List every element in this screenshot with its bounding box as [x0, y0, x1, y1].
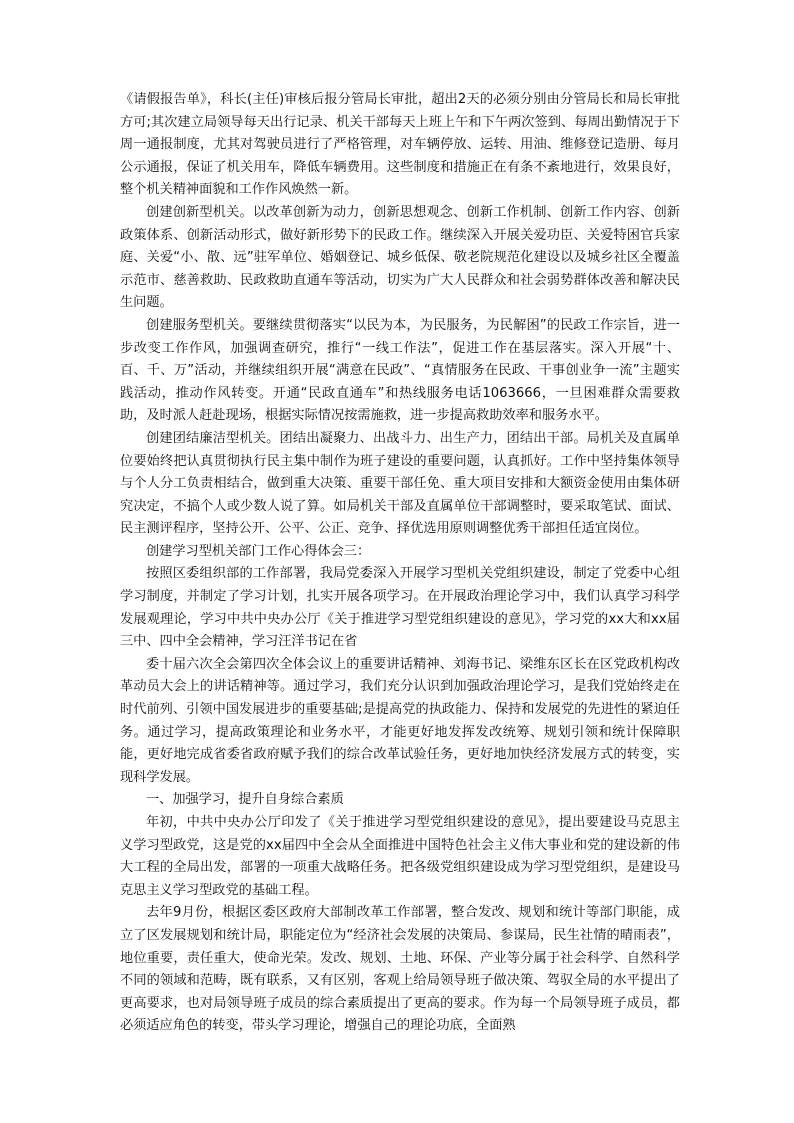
section-heading-experience-three: 创建学习型机关部门工作心得体会三： [146, 543, 371, 559]
section-heading-strengthen-learning: 一、加强学习，提升自身综合素质 [146, 792, 344, 808]
paragraph-service-organ: 创建服务型机关。要继续贯彻落实“以民为本，为民服务，为民解困”的民政工作宗旨，进一步改变工作作风，加强调查研究，推行“一线工作法”，促进工作在基层落实。深入开展“十、百、千、万”活动，并继续组织开展“满意在民政”、“真情服务在民政、干事创业争一流”主题实践活动，推动作风转变。开通“民政直通车”和热线服务电话1063666，一旦困难群众需要救助，及时派人赶赴现场，根据实际情况按需施救，进一步提高救助效率和服务水平。 [120, 317, 680, 424]
paragraph-1: 《请假报告单》，科长(主任)审核后报分管局长审批，超出2天的必须分别由分管局长和局长审批方可;其次建立局领导每天出行记录、机关干部每天上班上午和下午两次签到、每周出勤情况于下周一通报制度，尤其对驾驶员进行了严格管理，对车辆停放、运转、用油、维修登记造册、每月公示通报，保证了机关用车，降低车辆费用。这些制度和措施正在有条不紊地进行，效果良好，整个机关精神面貌和工作作风焕然一新。 [120, 92, 680, 198]
paragraph-reform-bureau: 去年9月份，根据区委区政府大部制改革工作部署，整合发改、规划和统计等部门职能，成立了区发展规划和统计局，职能定位为“经济社会发展的决策局、参谋局，民生社情的晴雨表”，地位重要，责任重大，使命光荣。发改、规划、土地、环保、产业等分属于社会科学、自然科学不同的领域和范畴，既有联系，又有区别，客观上给局领导班子做决策、驾驭全局的水平提出了更高要求，也对局领导班子成员的综合素质提出了更高的要求。作为每一个局领导班子成员，都必须适应角色的转变，带头学习理论，增强自己的理论功底，全面熟 [120, 905, 680, 1034]
paragraph-study-deployment: 按照区委组织部的工作部署，我局党委深入开展学习型机关党组织建设，制定了党委中心组学习制度，并制定了学习计划，扎实开展各项学习。在开展政治理论学习中，我们认真学习科学发展观理论，学习中共中央办公厅《关于推进学习型党组织建设的意见》，学习党的xx大和xx届三中、四中全会精神，学习汪洋书记在省 [120, 566, 680, 650]
paragraph-clean-organ: 创建团结廉洁型机关。团结出凝聚力、出战斗力、出生产力，团结出干部。局机关及直属单位要始终把认真贯彻执行民主集中制作为班子建设的重要问题，认真抓好。工作中坚持集体领导与个人分工负责相结合，做到重大决策、重要干部任免、重大项目安排和大额资金使用由集体研究决定，不搞个人或少数人说了算。如局机关干部及直属单位干部调整时，要采取笔试、面试、民主测评程序，坚持公开、公平、公正、竞争、择优选用原则调整优秀干部担任适宜岗位。 [120, 430, 680, 537]
paragraph-innovative-organ: 创建创新型机关。以改革创新为动力，创新思想观念、创新工作机制、创新工作内容、创新政策体系、创新活动形式，做好新形势下的民政工作。继续深入开展关爱功臣、关爱特困官兵家庭、关爱“小、散、远”驻军单位、婚姻登记、城乡低保、敬老院规范化建设以及城乡社区全覆盖示范市、慈善救助、民政救助直通车等活动，切实为广大人民群众和社会弱势群体改善和解决民生问题。 [120, 204, 680, 311]
paragraph-central-opinion: 年初，中共中央办公厅印发了《关于推进学习型党组织建设的意见》，提出要建设马克思主义学习型政党，这是党的xx届四中全会从全面推进中国特色社会主义伟大事业和党的建设新的伟大工程的全局出发，部署的一项重大战略任务。把各级党组织建设成为学习型党组织，是建设马克思主义学习型政党的基础工程。 [120, 815, 680, 898]
paragraph-study-benefits: 委十届六次全会第四次全体会议上的重要讲话精神、刘海书记、梁维东区长在区党政机构改革动员大会上的讲话精神等。通过学习，我们充分认识到加强政治理论学习，是我们党始终走在时代前列、引领中国发展进步的重要基础;是提高党的执政能力、保持和发展党的先进性的紧迫任务。通过学习，提高政策理论和业务水平，才能更好地发挥发改统筹、规划引领和统计保障职能，更好地完成省委省政府赋予我们的综合改革试验任务，更好地加快经济发展方式的转变，实现科学发展。 [120, 656, 680, 785]
document-page [120, 89, 680, 1038]
